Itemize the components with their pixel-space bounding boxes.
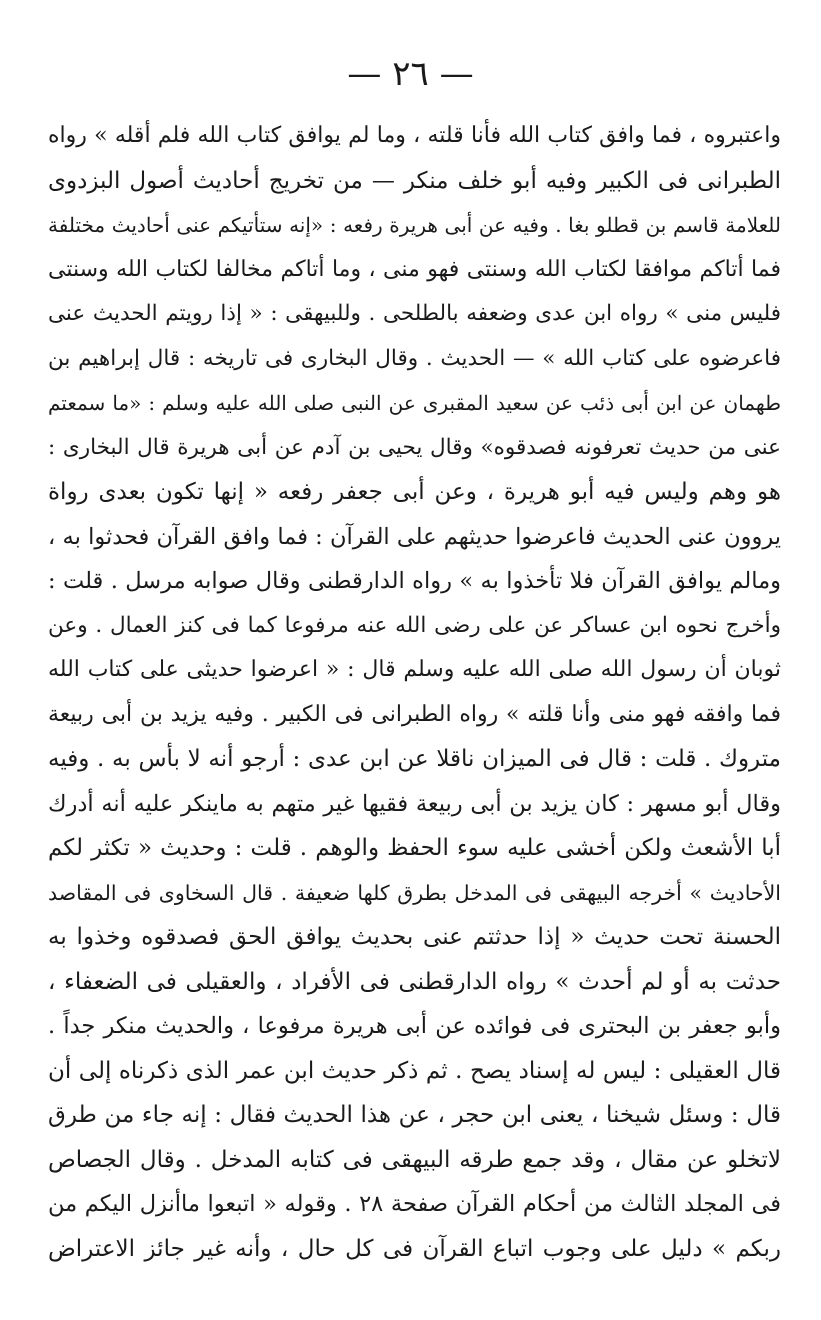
text-line-7: طهمان عن ابن أبى ذئب عن سعيد المقبرى عن النبى صلى الله عليه وسلم : «ما سمعتم	[48, 391, 781, 415]
text-line-23: قال : وسئل شيخنا ، يعنى ابن حجر ، عن هذا الحديث فقال : إنه جاء من طرق	[48, 1102, 781, 1128]
text-line-15: متروك . قلت : قال فى الميزان ناقلا عن ابن عدى : أرجو أنه لا بأس به . وفيه	[48, 746, 781, 772]
text-line-22: قال العقيلى : ليس له إسناد يصح . ثم ذكر حديث ابن عمر الذى ذكرناه إلى أن	[48, 1057, 781, 1084]
text-line-13: ثوبان أن رسول الله صلى الله عليه وسلم قال : « اعرضوا حديثى على كتاب الله	[48, 657, 781, 682]
body-text	[48, 114, 781, 1271]
text-line-24: لاتخلو عن مقال ، وقد جمع طرقه البيهقى فى كتابه المدخل . وقال الجصاص	[48, 1146, 781, 1173]
text-line-26: ربكم » دليل على وجوب اتباع القرآن فى كل حال ، وأنه غير جائز الاعتراض	[48, 1235, 781, 1262]
text-line-11: ومالم يوافق القرآن فلا تأخذوا به » رواه الدارقطنى وقال صوابه مرسل . قلت :	[48, 568, 781, 594]
text-line-4: فما أتاكم موافقا لكتاب الله وسنتى فهو منى ، وما أتاكم مخالفا لكتاب الله وسنتى	[48, 256, 781, 282]
text-line-9: هو وهم وليس فيه أبو هريرة ، وعن أبى جعفر رفعه « إنها تكون بعدى رواة	[48, 479, 781, 505]
text-line-6: فاعرضوه على كتاب الله » — الحديث . وقال البخارى فى تاريخه : قال إبراهيم بن	[48, 345, 781, 371]
text-line-16: وقال أبو مسهر : كان يزيد بن أبى ربيعة فقيها غير متهم به ماينكر عليه أنه أدرك	[48, 790, 781, 817]
text-line-2: الطبرانى فى الكبير وفيه أبو خلف منكر — من تخريج أحاديث أصول البزدوى	[48, 167, 781, 194]
text-line-10: يروون عنى الحديث فاعرضوا حديثهم على القرآن : فما وافق القرآن فحدثوا به ،	[48, 523, 781, 550]
text-line-25: فى المجلد الثالث من أحكام القرآن صفحة ٢٨ . وقوله « اتبعوا ماأنزل اليكم من	[48, 1191, 781, 1217]
text-line-12: وأخرج نحوه ابن عساكر عن على رضى الله عنه مرفوعا كما فى كنز العمال . وعن	[48, 612, 781, 638]
text-line-19: الحسنة تحت حديث « إذا حدثتم عنى بحديث يوافق الحق فصدقوه وخذوا به	[48, 924, 781, 950]
text-line-5: فليس منى » رواه ابن عدى وضعفه بالطلحى . وللبيهقى : « إذا رويتم الحديث عنى	[48, 301, 781, 326]
text-line-17: أبا الأشعث ولكن أخشى عليه سوء الحفظ والوهم . قلت : وحديث « تكثر لكم	[48, 835, 781, 861]
text-line-1: واعتبروه ، فما وافق كتاب الله فأنا قلته ، وما لم يوافق كتاب الله فلم أقله » رواه	[48, 123, 781, 148]
page-number: — ٢٦ —	[347, 54, 474, 94]
text-line-18: الأحاديث » أخرجه البيهقى فى المدخل بطرق كلها ضعيفة . قال السخاوى فى المقاصد	[48, 880, 781, 905]
text-line-8: عنى من حديث تعرفونه فصدقوه» وقال يحيى بن آدم عن أبى هريرة قال البخارى :	[48, 434, 781, 460]
text-line-21: وأبو جعفر بن البحترى فى فوائده عن أبى هريرة مرفوعا ، والحديث منكر جداً .	[48, 1013, 781, 1039]
text-line-3: للعلامة قاسم بن قطلو بغا . وفيه عن أبى هريرة رفعه : «إنه ستأتيكم عنى أحاديث مختلفة	[48, 213, 781, 237]
text-line-14: فما وافقه فهو منى وأنا قلته » رواه الطبرانى فى الكبير . وفيه يزيد بن أبى ربيعة	[48, 701, 781, 727]
text-line-20: حدثت به أو لم أحدث » رواه الدارقطنى فى الأفراد ، والعقيلى فى الضعفاء ،	[48, 968, 781, 995]
